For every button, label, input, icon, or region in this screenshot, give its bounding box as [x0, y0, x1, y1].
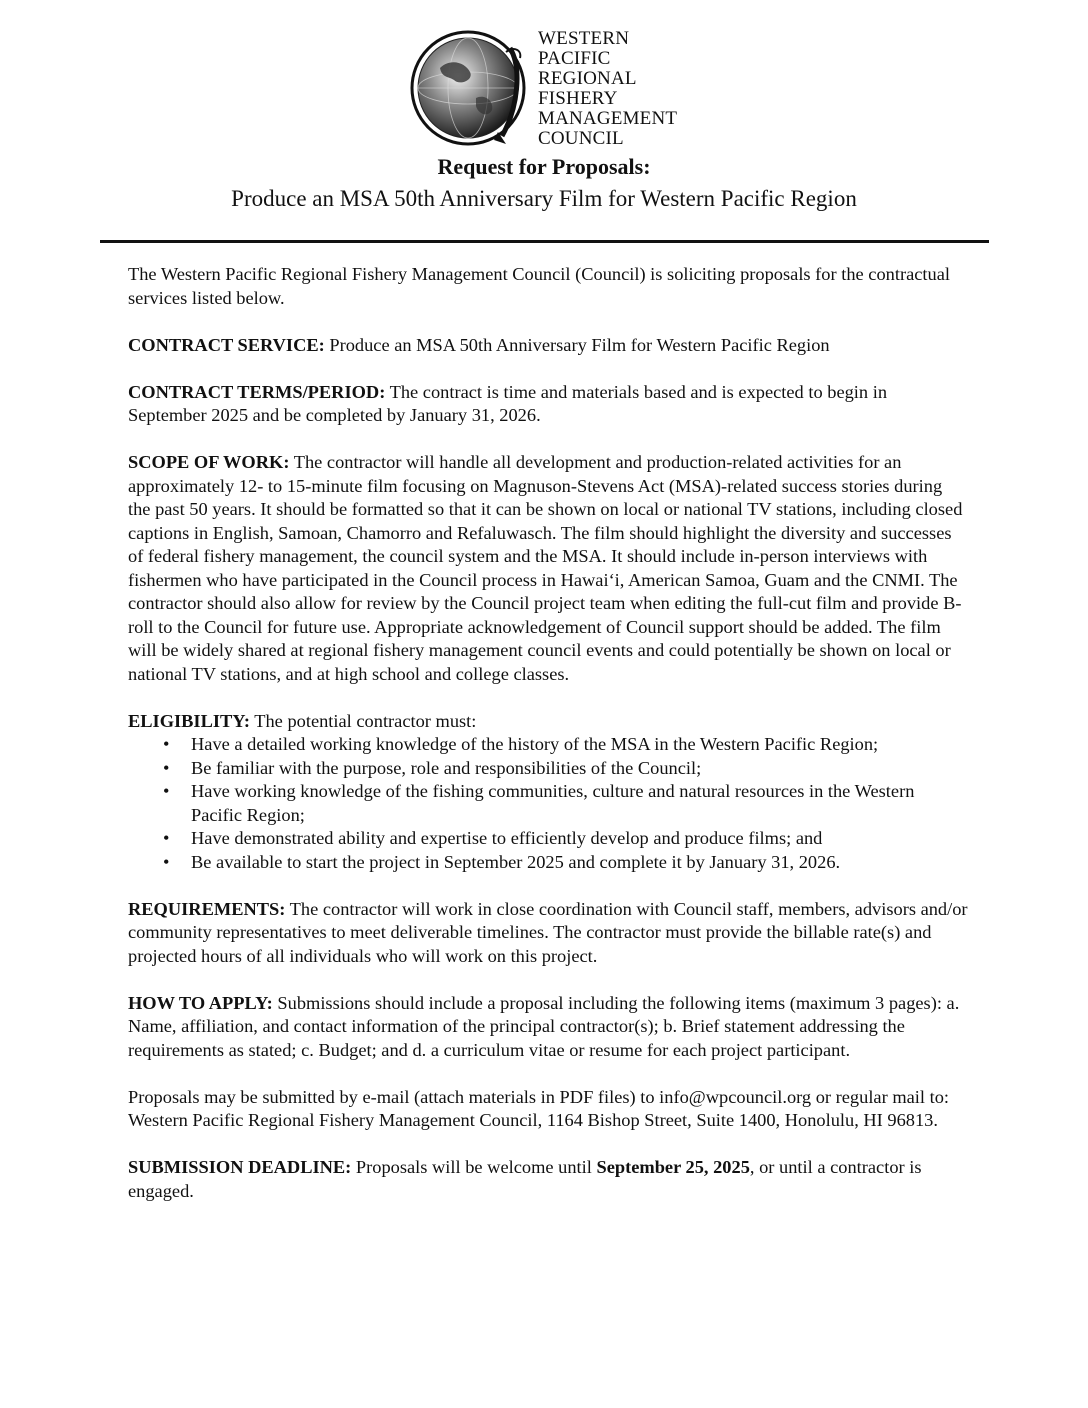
council-name-line: MANAGEMENT [538, 108, 678, 129]
section-text: The contractor will work in close coordination with Council staff, members, advisors and/or community representatives to meet deliverable timelines. The contractor must provide the billable rate(s) and projected hours of all individuals who will work on this project. [128, 898, 968, 966]
section-label: CONTRACT SERVICE: [128, 334, 325, 355]
header-divider [100, 240, 989, 243]
eligibility-list [128, 733, 968, 874]
section-text: Produce an MSA 50th Anniversary Film for Western Pacific Region [324, 334, 830, 355]
eligibility-section [128, 710, 968, 875]
document-subtitle: Produce an MSA 50th Anniversary Film for Western Pacific Region [231, 186, 857, 211]
deadline-date: September 25, 2025 [596, 1157, 750, 1177]
council-name-line: COUNCIL [538, 128, 624, 149]
section-label: REQUIREMENTS: [128, 898, 286, 919]
council-name-line: REGIONAL [538, 68, 637, 89]
document-title: Request for Proposals: [437, 154, 651, 179]
how-to-apply-section [128, 992, 968, 1063]
council-name-line: PACIFIC [538, 48, 611, 69]
section-label: ELIGIBILITY: [128, 710, 250, 731]
eligibility-intro [128, 710, 968, 734]
section-text: Submissions should include a proposal including the following items (maximum 3 pages): a. Name, affiliation, and contact information of the principal contractor(s); b. Brief statement addressing the requirements as stated; c. Budget; and d. a curriculum vitae or resume for each project participant. [128, 992, 960, 1060]
submission-info-paragraph: Proposals may be submitted by e-mail (attach materials in PDF files) to info@wpcouncil.org or regular mail to: Western Pacific Regional Fishery Management Council, 1164 Bishop Street, Suite 1400, Honolulu, HI 96813. [128, 1086, 950, 1130]
list-item: • Be familiar with the purpose, role and responsibilities of the Council; [191, 757, 968, 781]
intro-paragraph: The Western Pacific Regional Fishery Management Council (Council) is soliciting proposals for the contractual services listed below. [128, 264, 950, 308]
section-label: HOW TO APPLY: [128, 992, 273, 1013]
list-item: • Have working knowledge of the fishing communities, culture and natural resources in the Western Pacific Region; [191, 780, 968, 827]
submission-deadline-section [128, 1156, 968, 1203]
scope-of-work-section [128, 451, 968, 686]
section-text: The contractor will handle all development and production-related activities for an approximately 12- to 15-minute film focusing on Magnuson-Stevens Act (MSA)-related success stories during the past 50 years. It should be formatted so that it can be shown on local or national TV stations, including closed captions in English, Samoan, Chamorro and Refaluwasch. The film should highlight the diversity and successes of federal fishery management, the council system and the MSA. It should include in-person interviews with fishermen who have participated in the Council process in Hawai‘i, American Samoa, Guam and the CNMI. The contractor should also allow for review by the Council project team when editing the full-cut film and provide B-roll to the Council for future use. Appropriate acknowledgement of Council support should be added. The film will be widely shared at regional fishery management council events and could potentially be shown on local or national TV stations, and at high school and college classes. [128, 452, 963, 684]
list-item: • Have demonstrated ability and expertise to efficiently develop and produce films; and [191, 827, 968, 851]
list-item: • Be available to start the project in September 2025 and complete it by January 31, 2026. [191, 851, 968, 875]
list-item: • Have a detailed working knowledge of the history of the MSA in the Western Pacific Region; [191, 733, 968, 757]
council-name [538, 29, 708, 149]
council-logo [410, 28, 700, 148]
section-text: The contract is time and materials based and is expected to begin in September 2025 and be completed by January 31, 2026. [128, 381, 888, 425]
globe-seal-icon [410, 28, 530, 148]
document-body [128, 263, 968, 1227]
contract-service-section [128, 334, 968, 358]
section-label: CONTRACT TERMS/PERIOD: [128, 381, 386, 402]
section-label: SCOPE OF WORK: [128, 452, 290, 472]
contract-terms-section [128, 381, 968, 428]
section-label: SUBMISSION DEADLINE: [128, 1157, 352, 1177]
section-text: , or until a contractor is engaged. [128, 1157, 922, 1201]
section-text: The potential contractor must: [249, 710, 477, 731]
council-name-line: FISHERY [538, 88, 618, 109]
section-text: Proposals will be welcome until [351, 1157, 597, 1177]
council-name-line: WESTERN [538, 28, 630, 49]
requirements-section [128, 898, 968, 969]
